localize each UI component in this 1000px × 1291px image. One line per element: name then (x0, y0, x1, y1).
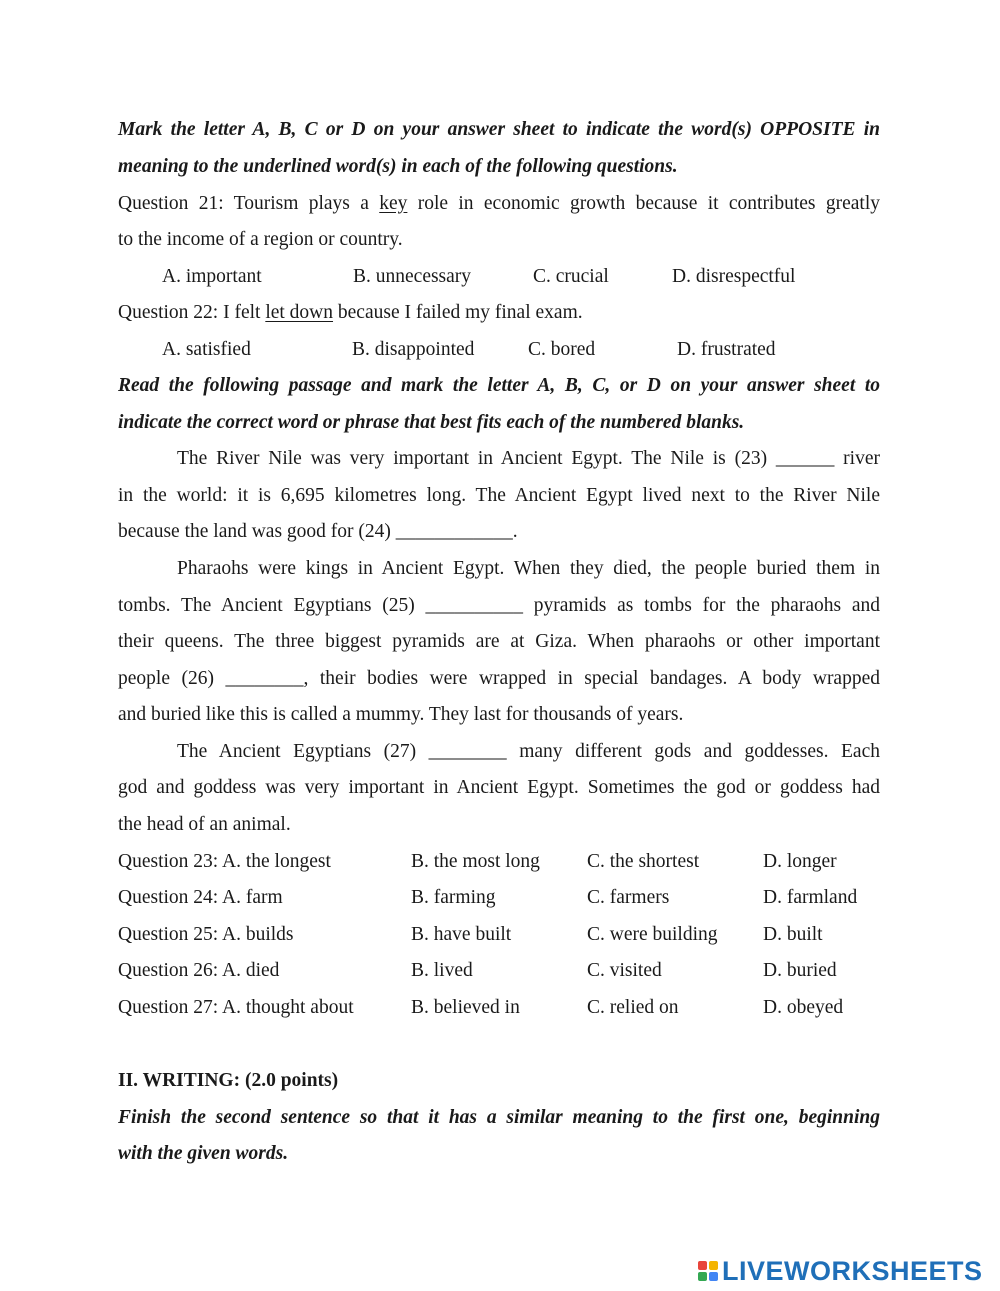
q22-pre: Question 22: I felt (118, 302, 266, 323)
q21-underlined-word: key (379, 193, 408, 214)
q22-post: because I failed my final exam. (333, 302, 583, 323)
question-26-option-c[interactable]: C. visited (587, 960, 662, 981)
question-21-text (118, 191, 880, 217)
passage-instruction-line-2: indicate the correct word or phrase that best fits each of the numbered blanks. (118, 412, 745, 433)
passage-p3-line-1: The Ancient Egyptians (27) ________ many different gods and goddesses. Each (177, 741, 880, 762)
question-24-option-c[interactable]: C. farmers (587, 887, 670, 908)
passage-p2-line-3: their queens. The three biggest pyramids are at Giza. When pharaohs or other important (118, 631, 880, 652)
q21-option-d[interactable]: D. disrespectful (672, 266, 796, 287)
q21-option-c[interactable]: C. crucial (533, 266, 609, 287)
question-23-option-c[interactable]: C. the shortest (587, 851, 700, 872)
question-24-option-a[interactable]: Question 24: A. farm (118, 887, 283, 908)
question-21-text-line-2: to the income of a region or country. (118, 229, 403, 250)
passage-p3-line-3: the head of an animal. (118, 814, 291, 835)
question-27-option-b[interactable]: B. believed in (411, 997, 520, 1018)
question-27-option-d[interactable]: D. obeyed (763, 997, 844, 1018)
question-23-option-d[interactable]: D. longer (763, 851, 837, 872)
q22-option-c[interactable]: C. bored (528, 339, 596, 360)
question-23-option-a[interactable]: Question 23: A. the longest (118, 851, 331, 872)
liveworksheets-logo-icon (698, 1261, 718, 1281)
question-23-option-b[interactable]: B. the most long (411, 851, 540, 872)
passage-p1-line-3: because the land was good for (24) ____________. (118, 521, 518, 542)
writing-heading: II. WRITING: (2.0 points) (118, 1070, 339, 1091)
passage-p2-line-5: and buried like this is called a mummy. They last for thousands of years. (118, 704, 684, 725)
writing-instruction-line-2: with the given words. (118, 1143, 289, 1164)
q21-option-a[interactable]: A. important (162, 266, 262, 287)
passage-p2-line-4: people (26) ________, their bodies were wrapped in special bandages. A body wrapped (118, 668, 880, 689)
instruction-line-2: meaning to the underlined word(s) in each of the following questions. (118, 156, 678, 177)
question-25-option-c[interactable]: C. were building (587, 924, 718, 945)
question-25-option-b[interactable]: B. have built (411, 924, 512, 945)
passage-p3-line-2: god and goddess was very important in Ancient Egypt. Sometimes the god or goddess had (118, 777, 880, 798)
question-24-option-b[interactable]: B. farming (411, 887, 496, 908)
passage-p2-line-1: Pharaohs were kings in Ancient Egypt. When they died, the people buried them in (177, 558, 880, 579)
q22-option-b[interactable]: B. disappointed (352, 339, 475, 360)
q22-option-a[interactable]: A. satisfied (162, 339, 251, 360)
passage-p2-line-2: tombs. The Ancient Egyptians (25) __________ pyramids as tombs for the pharaohs and (118, 595, 880, 616)
passage-p1-line-2: in the world: it is 6,695 kilometres long. The Ancient Egypt lived next to the River Nile (118, 485, 880, 506)
q22-underlined-word: let down (265, 302, 334, 323)
question-25-option-d[interactable]: D. built (763, 924, 823, 945)
writing-instruction-line-1: Finish the second sentence so that it has a similar meaning to the first one, beginning (118, 1107, 880, 1128)
q21-post: role in economic growth because it contributes greatly (407, 193, 880, 214)
question-26-option-d[interactable]: D. buried (763, 960, 837, 981)
q21-pre: Question 21: Tourism plays a (118, 193, 380, 214)
instruction-line-1: Mark the letter A, B, C or D on your answer sheet to indicate the word(s) OPPOSITE in (118, 119, 880, 140)
liveworksheets-logo[interactable] (698, 1256, 983, 1286)
question-22-text (118, 300, 880, 326)
question-25-option-a[interactable]: Question 25: A. builds (118, 924, 294, 945)
q21-option-b[interactable]: B. unnecessary (353, 266, 472, 287)
question-27-option-a[interactable]: Question 27: A. thought about (118, 997, 354, 1018)
question-26-option-b[interactable]: B. lived (411, 960, 473, 981)
question-24-option-d[interactable]: D. farmland (763, 887, 858, 908)
liveworksheets-logo-text: LIVEWORKSHEETS (722, 1255, 983, 1286)
passage-instruction-line-1: Read the following passage and mark the letter A, B, C, or D on your answer sheet to (118, 375, 880, 396)
question-26-option-a[interactable]: Question 26: A. died (118, 960, 280, 981)
passage-p1-line-1: The River Nile was very important in Ancient Egypt. The Nile is (23) ______ river (177, 448, 880, 469)
question-27-option-c[interactable]: C. relied on (587, 997, 679, 1018)
q22-option-d[interactable]: D. frustrated (677, 339, 776, 360)
